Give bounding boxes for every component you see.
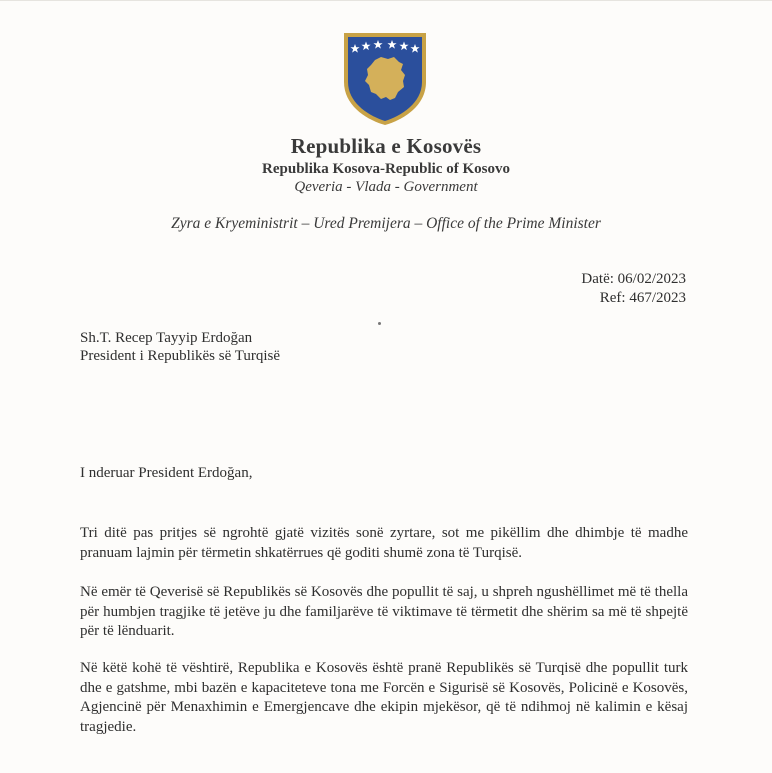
body-paragraph-2: Në emër të Qeverisë së Republikës së Kosovës dhe popullit të saj, u shpreh ngushëllimet më të thella për humbjen tragjike të jetëve ju dhe familjarëve të viktimave të tërmetit dhe shërim sa më të shpejtë për të lënduarit. <box>80 584 688 639</box>
page-title: Republika e Kosovës <box>290 134 482 158</box>
office-line: Zyra e Kryeministrit – Ured Premijera – Office of the Prime Minister <box>171 215 601 232</box>
letter-date: Datë: 06/02/2023 <box>581 271 686 287</box>
page-speck <box>378 322 381 325</box>
salutation: I nderuar President Erdoğan, <box>80 465 253 481</box>
letter-reference: Ref: 467/2023 <box>599 290 686 306</box>
republic-subtitle: Republika Kosova-Republic of Kosovo <box>262 161 510 177</box>
government-line: Qeveria - Vlada - Government <box>294 179 478 195</box>
kosovo-coat-of-arms-icon <box>341 30 429 127</box>
recipient-name: Sh.T. Recep Tayyip Erdoğan <box>80 330 253 346</box>
recipient-title: President i Republikës së Turqisë <box>80 348 281 364</box>
body-paragraph-1: Tri ditë pas pritjes së ngrohtë gjatë vizitës sonë zyrtare, sot me pikëllim dhe dhimbje të madhe pranuam lajmin për tërmetin shkatërrues që goditi shumë zona të Turqisë. <box>80 525 688 561</box>
body-paragraph-3: Në këtë kohë të vështirë, Republika e Kosovës është pranë Republikës së Turqisë dhe popullit turk dhe e gatshme, mbi bazën e kapaciteteve tona me Forcën e Sigurisë së Kosovës, Policinë e Kosovës, Agjencinë për Menaxhimin e Emergjencave dhe ekipin mjekësor, që të ndihmoj në kalimin e kësaj tragjedie. <box>80 660 688 735</box>
